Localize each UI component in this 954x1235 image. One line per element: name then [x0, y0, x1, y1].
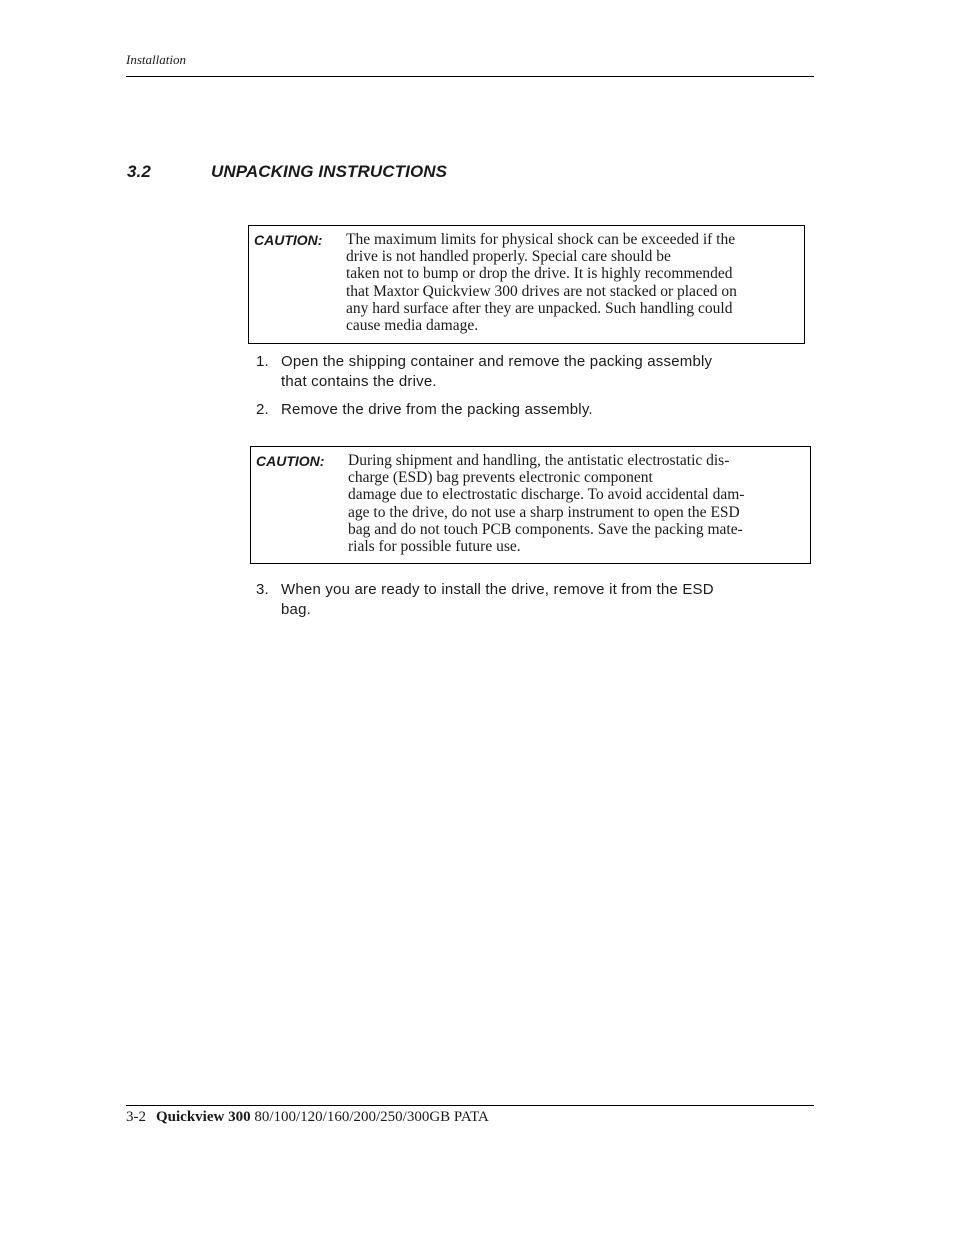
caution-line: taken not to bump or drop the drive. It is highly recommended	[346, 265, 733, 283]
caution-label: CAUTION:	[254, 232, 323, 248]
caution-line: bag and do not touch PCB components. Save the packing mate-	[348, 520, 743, 538]
caution-text	[346, 231, 737, 334]
caution-box-esd	[250, 446, 811, 564]
caution-label: CAUTION:	[256, 453, 325, 469]
list-item-step-1	[256, 352, 712, 392]
list-item-step-2	[256, 400, 593, 420]
list-item-step-3	[256, 580, 714, 620]
running-head: Installation	[126, 52, 186, 67]
caution-line: any hard surface after they are unpacked. Such handling could	[346, 299, 733, 317]
section-heading	[127, 162, 447, 182]
section-number: 3.2	[127, 162, 151, 181]
footer-rule	[126, 1105, 814, 1106]
section-title: UNPACKING INSTRUCTIONS	[211, 162, 448, 181]
step-number: 2.	[256, 401, 269, 418]
caution-box-shock	[248, 225, 805, 344]
step-number: 1.	[256, 353, 269, 370]
caution-line: rials for possible future use.	[348, 538, 521, 556]
product-models: 80/100/120/160/200/250/300GB PATA	[254, 1109, 489, 1125]
step-number: 3.	[256, 581, 269, 598]
caution-line: During shipment and handling, the antistatic electrostatic dis-	[348, 452, 730, 469]
step-text: When you are ready to install the drive, remove it from the ESD	[281, 581, 714, 598]
caution-line: The maximum limits for physical shock can be exceeded if the	[346, 231, 736, 248]
header-rule	[126, 76, 814, 77]
step-text: bag.	[281, 601, 311, 618]
caution-line: charge (ESD) bag prevents electronic component	[348, 469, 653, 487]
caution-line: age to the drive, do not use a sharp instrument to open the ESD	[348, 503, 740, 521]
page-number: 3-2	[126, 1109, 146, 1125]
caution-line: damage due to electrostatic discharge. To avoid accidental dam-	[348, 486, 745, 504]
caution-line: that Maxtor Quickview 300 drives are not stacked or placed on	[346, 282, 737, 300]
product-name: Quickview 300	[156, 1109, 251, 1125]
step-text: Open the shipping container and remove the packing assembly	[281, 353, 713, 370]
caution-line: cause media damage.	[346, 317, 479, 335]
page-footer	[126, 1109, 489, 1126]
step-text: Remove the drive from the packing assembly.	[281, 401, 593, 418]
caution-line: drive is not handled properly. Special care should be	[346, 248, 671, 266]
caution-text	[348, 452, 744, 555]
step-text: that contains the drive.	[281, 373, 437, 390]
